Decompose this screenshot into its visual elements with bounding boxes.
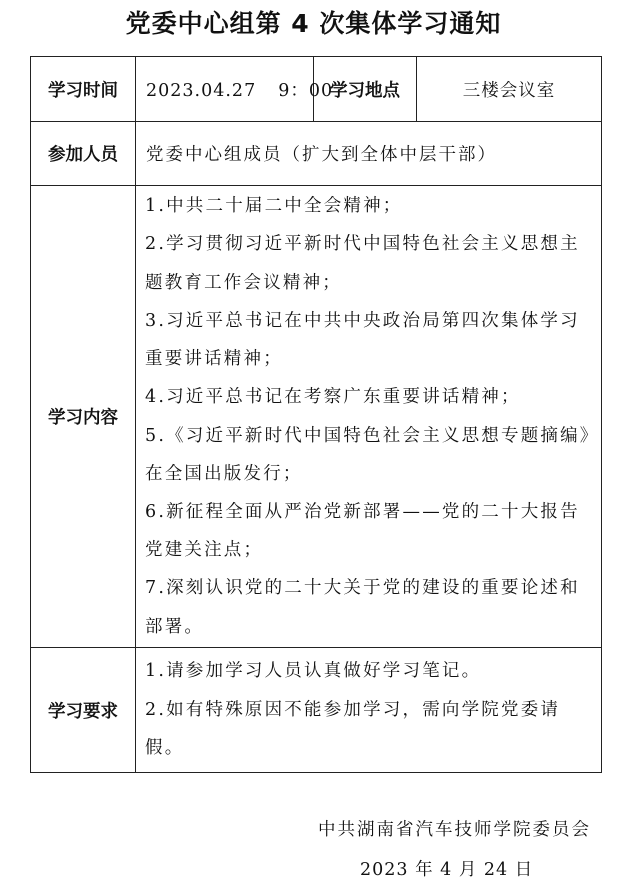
content-item: 5.《习近平新时代中国特色社会主义思想专题摘编》在全国出版发行； xyxy=(145,425,591,484)
place-value: 三楼会议室 xyxy=(417,57,602,122)
content-list xyxy=(136,187,601,645)
content-item: 6.新征程全面从严治党新部署——党的二十大报告党建关注点； xyxy=(145,501,580,561)
time-date: 2023.04.27 xyxy=(146,80,257,101)
requirements-label: 学习要求 xyxy=(31,648,136,773)
content-item: 2.学习贯彻习近平新时代中国特色社会主义思想主题教育工作会议精神； xyxy=(145,234,580,293)
notice-table xyxy=(30,56,602,773)
time-clock: 9：00 xyxy=(278,80,334,101)
time-label: 学习时间 xyxy=(31,57,136,122)
content-label: 学习内容 xyxy=(31,186,136,648)
content-row xyxy=(31,186,602,648)
content-cell xyxy=(136,186,602,648)
issue-date: 2023 年 4 月 24 日 xyxy=(360,860,534,880)
time-value xyxy=(136,57,334,122)
content-item: 7.深刻认识党的二十大关于党的建设的重要论述和部署。 xyxy=(145,578,580,637)
requirements-list xyxy=(136,652,601,768)
requirement-item: 2.如有特殊原因不能参加学习，需向学院党委请假。 xyxy=(145,699,561,759)
people-label: 参加人员 xyxy=(31,122,136,186)
issuing-organization: 中共湖南省汽车技师学院委员会 xyxy=(318,820,591,840)
content-item: 4.习近平总书记在考察广东重要讲话精神； xyxy=(145,387,521,408)
requirements-cell xyxy=(136,648,602,773)
place-label: 学习地点 xyxy=(314,57,417,122)
time-place-row xyxy=(31,57,602,122)
document-title: 党委中心组第 4 次集体学习通知 xyxy=(125,9,502,38)
people-value: 党委中心组成员（扩大到全体中层干部） xyxy=(136,122,602,186)
content-item: 1.中共二十届二中全会精神； xyxy=(145,196,403,217)
requirement-item: 1.请参加学习人员认真做好学习笔记。 xyxy=(145,661,482,682)
people-row xyxy=(31,122,602,186)
requirements-row xyxy=(31,648,602,773)
content-item: 3.习近平总书记在中共中央政治局第四次集体学习重要讲话精神； xyxy=(145,310,580,370)
